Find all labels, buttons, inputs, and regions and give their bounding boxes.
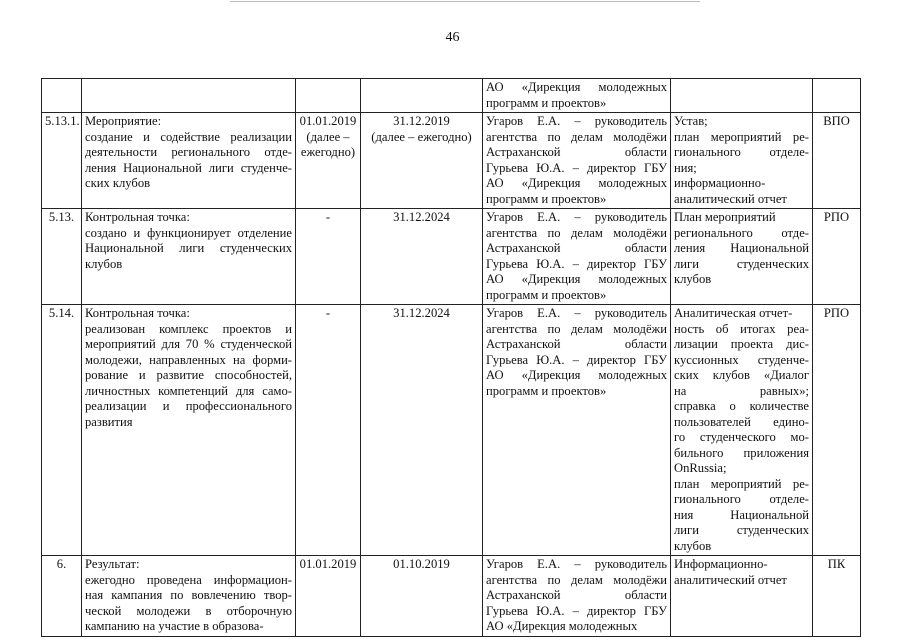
cell-line: клубов: [674, 538, 712, 553]
cell-line: гионального отделе-: [674, 492, 809, 506]
responsible-cell: [483, 556, 671, 637]
start-date-cell: -: [296, 305, 361, 556]
cell-line: на равных»;: [674, 383, 809, 398]
cell-line: ежегодно проведена информацион-: [85, 572, 292, 587]
cell-line: реализации и профессионального: [85, 399, 292, 413]
cell-line: План мероприятий: [674, 210, 776, 224]
cell-line: АО «Дирекция молодежных: [486, 272, 667, 286]
description-cell: [82, 79, 296, 113]
cell-line: молодежи, направленных на форми-: [85, 352, 292, 367]
cell-line: регионального отде-: [674, 225, 809, 240]
cell-line: личностных компетенций для само-: [85, 383, 292, 398]
cell-line: Угаров Е.А. – руководитель: [486, 210, 667, 224]
cell-line: бильного приложения: [674, 445, 809, 460]
table-row: [42, 79, 861, 113]
cell-line: АО «Дирекция молодежных: [486, 368, 667, 382]
end-date-cell: [361, 79, 483, 113]
cell-line: Контрольная точка:: [85, 210, 190, 224]
cell-line: пользователей едино-: [674, 414, 809, 429]
cell-line: АО «Дирекция молодежных: [486, 80, 667, 94]
documents-cell: [671, 79, 813, 113]
end-date-cell: 31.12.2019 (далее – ежегодно): [361, 113, 483, 209]
documents-cell: [671, 556, 813, 637]
cell-line: лизации проекта дис-: [674, 337, 809, 351]
documents-cell: [671, 209, 813, 305]
cell-line: план мероприятий ре-: [674, 129, 809, 144]
cell-line: Информационно-: [674, 557, 768, 571]
cell-line: АО «Дирекция молодежных: [486, 619, 638, 633]
level-code-cell: ВПО: [813, 113, 861, 209]
cell-line: создание и содействие реализации: [85, 129, 292, 144]
cell-line: программ и проектов»: [486, 287, 607, 302]
cell-line: Гурьева Ю.А. – директор ГБУ: [486, 352, 667, 367]
cell-line: клубов: [85, 256, 123, 271]
cell-line: лиги студенческих: [674, 523, 809, 537]
cell-line: агентства по делам молодёжи: [486, 225, 667, 240]
cell-line: агентства по делам молодёжи: [486, 129, 667, 144]
table-row: [42, 209, 861, 305]
start-date-cell: 01.01.2019 (далее – ежегодно): [296, 113, 361, 209]
responsible-cell: [483, 305, 671, 556]
cell-line: куссионных студенче-: [674, 352, 809, 367]
cell-line: информационно-: [674, 176, 766, 190]
responsible-cell: [483, 209, 671, 305]
start-date-cell: 01.01.2019: [296, 556, 361, 637]
documents-cell: [671, 113, 813, 209]
cell-line: Мероприятие:: [85, 114, 162, 128]
responsible-cell: [483, 79, 671, 113]
cell-line: клубов: [674, 272, 712, 286]
responsible-cell: [483, 113, 671, 209]
cell-line: программ и проектов»: [486, 95, 607, 110]
cell-line: реализован комплекс проектов и: [85, 321, 292, 336]
cell-line: справка о количестве: [674, 399, 809, 413]
cell-line: Гурьева Ю.А. – директор ГБУ: [486, 160, 667, 175]
row-number-cell: 5.13.1.: [42, 113, 82, 209]
cell-line: го студенческого мо-: [674, 430, 809, 444]
cell-line: Астраханской области: [486, 241, 667, 255]
row-number-cell: 6.: [42, 556, 82, 637]
level-code-cell: РПО: [813, 209, 861, 305]
cell-line: Угаров Е.А. – руководитель: [486, 114, 667, 128]
cell-line: Гурьева Ю.А. – директор ГБУ: [486, 256, 667, 271]
cell-line: аналитический отчет: [674, 572, 787, 587]
level-code-cell: [813, 79, 861, 113]
documents-cell: [671, 305, 813, 556]
cell-line: ления Национальной: [674, 241, 809, 255]
cell-line: ния;: [674, 160, 697, 175]
cell-line: Национальной лиги студенческих: [85, 241, 292, 255]
cell-line: ния Национальной: [674, 507, 809, 522]
end-date-cell: 01.10.2019: [361, 556, 483, 637]
cell-line: ность об итогах реа-: [674, 321, 809, 336]
cell-line: Астраханской области: [486, 588, 667, 602]
cell-line: АО «Дирекция молодежных: [486, 176, 667, 190]
cell-line: развития: [85, 414, 133, 429]
cell-line: мероприятий для 70 % студенческой: [85, 337, 292, 351]
cell-line: Устав;: [674, 114, 708, 128]
cell-line: аналитический отчет: [674, 191, 787, 206]
cell-line: OnRussia;: [674, 461, 727, 475]
cell-line: Контрольная точка:: [85, 306, 190, 320]
cell-line: гионального отделе-: [674, 145, 809, 159]
cell-line: ная кампания по вовлечению твор-: [85, 588, 292, 602]
description-cell: [82, 209, 296, 305]
cell-line: Астраханской области: [486, 145, 667, 159]
table-row: [42, 305, 861, 556]
cell-line: агентства по делам молодёжи: [486, 321, 667, 336]
cell-line: ческой молодежи в отборочную: [85, 603, 292, 618]
cell-line: Аналитическая отчет-: [674, 306, 793, 320]
cell-line: Гурьева Ю.А. – директор ГБУ: [486, 603, 667, 618]
description-cell: [82, 113, 296, 209]
row-number-cell: [42, 79, 82, 113]
page-number: 46: [445, 30, 460, 45]
cell-line: кампанию на участие в образова-: [85, 619, 264, 633]
cell-line: деятельности регионального отде-: [85, 145, 292, 159]
cell-line: ских клубов «Диалог: [674, 368, 809, 382]
cell-line: создано и функционирует отделение: [85, 225, 292, 240]
end-date-cell: 31.12.2024: [361, 305, 483, 556]
end-date-cell: 31.12.2024: [361, 209, 483, 305]
table-row: [42, 556, 861, 637]
cell-line: ских клубов: [85, 176, 151, 190]
row-number-cell: 5.13.: [42, 209, 82, 305]
level-code-cell: РПО: [813, 305, 861, 556]
cell-line: план мероприятий ре-: [674, 476, 809, 491]
cell-line: ления Национальной лиги студенче-: [85, 160, 292, 175]
cell-line: программ и проектов»: [486, 383, 607, 398]
row-number-cell: 5.14.: [42, 305, 82, 556]
description-cell: [82, 556, 296, 637]
cell-line: Результат:: [85, 557, 140, 571]
top-edge-rule: [230, 1, 700, 2]
level-code-cell: ПК: [813, 556, 861, 637]
start-date-cell: -: [296, 209, 361, 305]
cell-line: лиги студенческих: [674, 256, 809, 271]
cell-line: Угаров Е.А. – руководитель: [486, 306, 667, 320]
cell-line: Астраханской области: [486, 337, 667, 351]
cell-line: программ и проектов»: [486, 191, 607, 206]
table-row: [42, 113, 861, 209]
plan-table: [41, 78, 861, 637]
description-cell: [82, 305, 296, 556]
cell-line: рование и развитие способностей,: [85, 368, 292, 382]
start-date-cell: [296, 79, 361, 113]
cell-line: Угаров Е.А. – руководитель: [486, 557, 667, 571]
cell-line: агентства по делам молодёжи: [486, 572, 667, 587]
